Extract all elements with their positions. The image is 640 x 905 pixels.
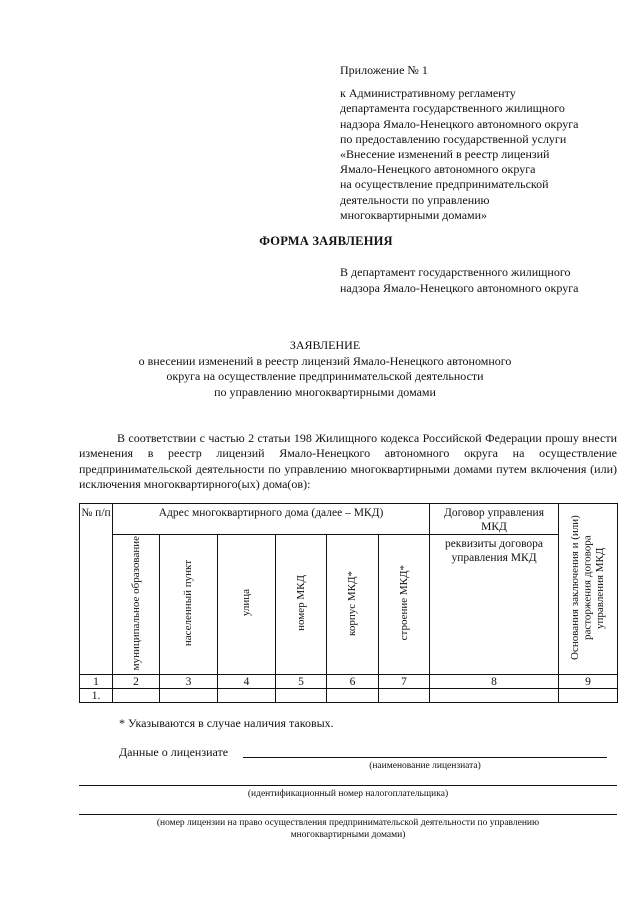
statement-subtitle: округа на осуществление предпринимательской деятельности bbox=[166, 369, 484, 383]
num-header: № п/п bbox=[81, 507, 111, 519]
col-number: 5 bbox=[276, 675, 327, 689]
table-cell bbox=[113, 689, 160, 703]
col-number: 7 bbox=[379, 675, 430, 689]
table-cell bbox=[218, 689, 276, 703]
statement-title: ЗАЯВЛЕНИЕ bbox=[289, 338, 361, 352]
table-row bbox=[80, 689, 618, 703]
appendix-line: надзора Ямало-Ненецкого автономного округа bbox=[340, 116, 579, 131]
table-cell bbox=[559, 689, 618, 703]
addressee bbox=[340, 265, 630, 296]
addressee-line: В департамент государственного жилищного bbox=[340, 265, 571, 279]
license-number-caption bbox=[79, 817, 617, 841]
licensee-name-line bbox=[243, 757, 607, 758]
num-header-cell bbox=[80, 504, 113, 675]
license-number-caption-line: (номер лицензии на право осуществления предпринимательской деятельности по управлению bbox=[156, 818, 540, 828]
license-number-caption-line: многоквартирными домами) bbox=[290, 830, 406, 840]
contract-header: Договор управления МКД bbox=[430, 504, 559, 535]
numbers-row bbox=[80, 675, 618, 689]
row-number: 1. bbox=[80, 689, 113, 703]
col-number: 2 bbox=[113, 675, 160, 689]
appendix-line: департамента государственного жилищного bbox=[340, 101, 565, 116]
statement-subtitle: о внесении изменений в реестр лицензий Ямало-Ненецкого автономного bbox=[138, 353, 512, 368]
table-cell bbox=[160, 689, 218, 703]
col-number: 4 bbox=[218, 675, 276, 689]
appendix-line: по предоставлению государственной услуги bbox=[340, 131, 567, 146]
address-header: Адрес многоквартирного дома (далее – МКД) bbox=[113, 504, 430, 535]
col-house-number bbox=[276, 535, 327, 675]
appendix-title: Приложение № 1 bbox=[340, 63, 428, 77]
table-cell bbox=[379, 689, 430, 703]
col-number: 3 bbox=[160, 675, 218, 689]
table-cell bbox=[276, 689, 327, 703]
col-municipality-label: муниципальное образование bbox=[129, 535, 142, 671]
appendix-line: Ямало-Ненецкого автономного округа bbox=[340, 162, 536, 177]
col-building-label: корпус МКД* bbox=[346, 570, 359, 636]
statement-title-block bbox=[120, 338, 530, 400]
basis-header-cell bbox=[559, 504, 618, 675]
inn-caption: (идентификационный номер налогоплательщика) bbox=[247, 789, 449, 799]
table-cell bbox=[327, 689, 379, 703]
appendix-line: деятельности по управлению bbox=[340, 192, 490, 207]
statement-subtitle: по управлению многоквартирными домами bbox=[214, 384, 436, 399]
licensee-name-caption: (наименование лицензиата) bbox=[369, 761, 481, 771]
col-building bbox=[327, 535, 379, 675]
col-number: 8 bbox=[430, 675, 559, 689]
appendix-line: на осуществление предпринимательской bbox=[340, 177, 549, 192]
col-street-label: улица bbox=[240, 589, 253, 617]
inn-line bbox=[79, 785, 617, 786]
col-street bbox=[218, 535, 276, 675]
appendix-line: многоквартирными домами» bbox=[340, 207, 488, 222]
col-settlement bbox=[160, 535, 218, 675]
houses-table bbox=[79, 503, 618, 703]
form-title: ФОРМА ЗАЯВЛЕНИЯ bbox=[259, 234, 393, 248]
col-settlement-label: населенный пункт bbox=[182, 559, 195, 647]
appendix-header bbox=[340, 63, 620, 223]
col-municipality bbox=[113, 535, 160, 675]
licensee-label: Данные о лицензиате bbox=[119, 745, 229, 759]
license-number-line bbox=[79, 814, 617, 815]
appendix-line: «Внесение изменений в реестр лицензий bbox=[340, 147, 550, 162]
appendix-line: к Административному регламенту bbox=[340, 86, 516, 101]
contract-sub: реквизиты договора управления МКД bbox=[430, 535, 559, 675]
footnote: * Указываются в случае наличия таковых. bbox=[119, 716, 334, 730]
col-number: 9 bbox=[559, 675, 618, 689]
col-number: 6 bbox=[327, 675, 379, 689]
col-house-number-label: номер МКД bbox=[294, 575, 307, 631]
col-number: 1 bbox=[80, 675, 113, 689]
table-cell bbox=[430, 689, 559, 703]
intro-paragraph: В соответствии с частью 2 статьи 198 Жилищного кодекса Российской Федерации прошу внести изменения в реестр лицензий Ямало-Ненецкого автономного округа на осуществление предпринимательской деятельности по управлению многоквартирными домами путем включения (или) исключения многоквартирного(ых) дома(ов): bbox=[79, 431, 617, 492]
basis-header: Основания заключения и (или) расторжения договора управления МКД bbox=[569, 515, 607, 660]
addressee-line: надзора Ямало-Ненецкого автономного округа bbox=[340, 280, 579, 295]
col-structure bbox=[379, 535, 430, 675]
col-structure-label: строение МКД* bbox=[397, 565, 410, 641]
